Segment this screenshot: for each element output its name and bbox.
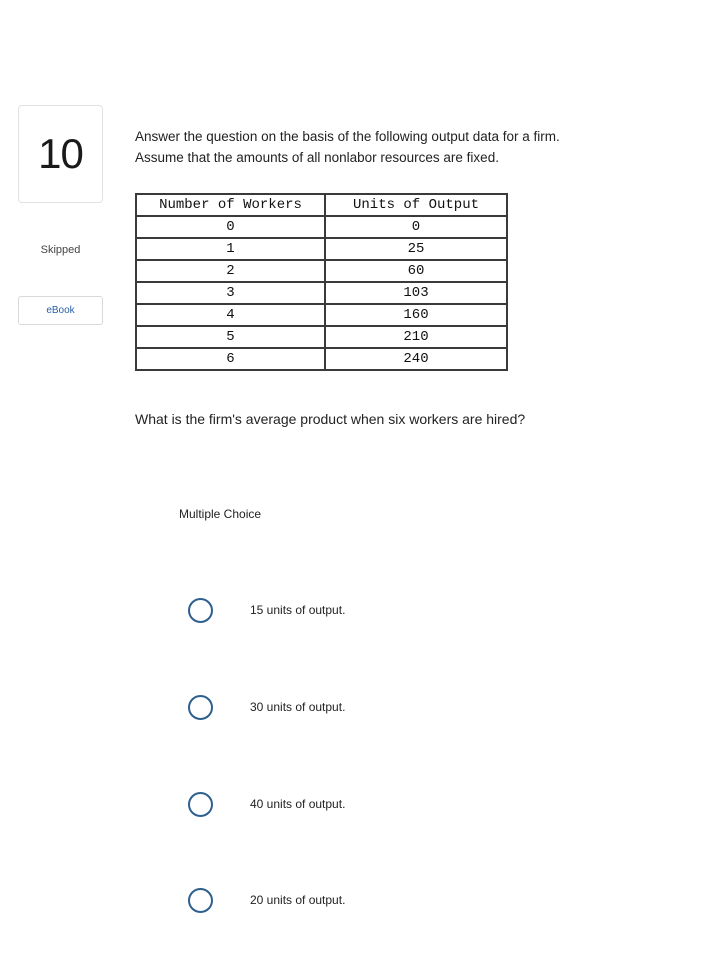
workers-cell: 1 [136,238,325,260]
answer-option-label: 30 units of output. [250,700,346,714]
workers-cell: 0 [136,216,325,238]
answer-option-1[interactable] [188,595,345,625]
output-cell: 25 [325,238,507,260]
ebook-button[interactable]: eBook [18,296,103,325]
output-cell: 60 [325,260,507,282]
answer-option-3[interactable] [188,789,345,819]
table-row [136,348,507,370]
output-cell: 103 [325,282,507,304]
workers-cell: 2 [136,260,325,282]
table-row [136,238,507,260]
table-row [136,282,507,304]
answer-option-label: 40 units of output. [250,797,346,811]
answer-option-label: 15 units of output. [250,603,346,617]
output-cell: 210 [325,326,507,348]
answer-option-2[interactable] [188,692,345,722]
answer-option-label: 20 units of output. [250,893,346,907]
workers-cell: 3 [136,282,325,304]
workers-cell: 6 [136,348,325,370]
question-prompt [135,126,695,168]
radio-button[interactable] [188,888,213,913]
table-row [136,216,507,238]
output-cell: 240 [325,348,507,370]
table-row [136,326,507,348]
workers-cell: 5 [136,326,325,348]
output-cell: 160 [325,304,507,326]
question-text: What is the firm's average product when six workers are hired? [135,411,526,427]
radio-button[interactable] [188,792,213,817]
answer-option-4[interactable] [188,885,345,915]
output-data-table [135,193,508,371]
prompt-line-2: Assume that the amounts of all nonlabor resources are fixed. [135,150,499,165]
question-number-box [18,105,103,203]
question-status: Skipped [40,244,81,256]
header-number-of-workers: Number of Workers [136,194,325,216]
workers-cell: 4 [136,304,325,326]
multiple-choice-label: Multiple Choice [179,507,262,521]
output-cell: 0 [325,216,507,238]
table-header-row [136,194,507,216]
table-row [136,304,507,326]
header-units-of-output: Units of Output [325,194,507,216]
prompt-line-1: Answer the question on the basis of the following output data for a firm. [135,129,560,144]
radio-button[interactable] [188,695,213,720]
table-row [136,260,507,282]
radio-button[interactable] [188,598,213,623]
question-number: 10 [38,130,83,177]
